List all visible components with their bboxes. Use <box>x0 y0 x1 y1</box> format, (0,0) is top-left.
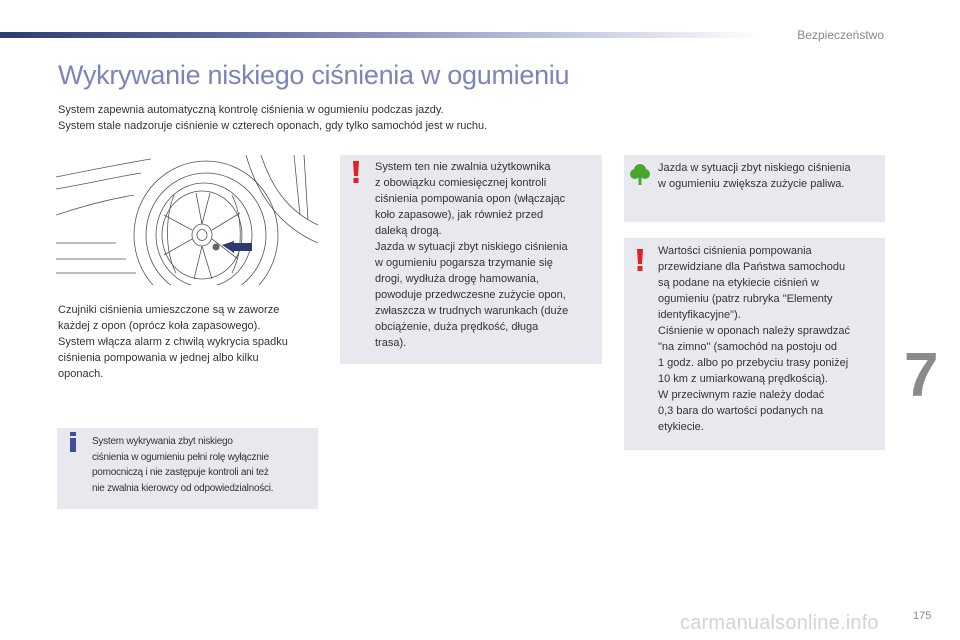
sensor-description <box>58 302 318 382</box>
warning-line: W przeciwnym razie należy dodać <box>658 389 825 401</box>
warning-line: są podane na etykiecie ciśnień w <box>658 277 819 289</box>
sensor-line: System włącza alarm z chwilą wykrycia spadku <box>58 336 288 348</box>
eco-note-text <box>658 160 880 192</box>
tree-icon <box>630 163 650 185</box>
section-title: Bezpieczeństwo <box>797 28 884 42</box>
warning-line: ciśnienia pompowania opon (włączając <box>375 193 566 205</box>
wheel-illustration <box>56 155 318 285</box>
page-number: 175 <box>913 610 932 622</box>
warning-box-monthly-check <box>340 155 602 364</box>
warning-line: drogi, wydłuża drogę hamowania, <box>375 273 539 285</box>
exclamation-icon <box>636 249 644 271</box>
warning-line: 1 godz. albo po przebyciu trasy poniżej <box>658 357 849 369</box>
watermark: carmanualsonline.info <box>680 612 879 634</box>
warning-line: daleką drogą. <box>375 225 442 237</box>
warning-line: 10 km z umiarkowaną prędkością). <box>658 373 828 385</box>
warning-text <box>658 243 880 435</box>
exclamation-icon <box>352 161 360 183</box>
sensor-line: każdej z opon (oprócz koła zapasowego). <box>58 320 261 332</box>
warning-line: w ogumieniu pogarsza trzymanie się <box>375 257 553 269</box>
warning-line: Wartości ciśnienia pompowania <box>658 245 812 257</box>
info-line: ciśnienia w ogumieniu pełni rolę wyłącznie <box>92 451 269 463</box>
warning-line: z obowiązku comiesięcznej kontroli <box>375 177 547 189</box>
warning-line: zwłaszcza w trudnych warunkach (duże <box>375 305 569 317</box>
warning-line: System ten nie zwalnia użytkownika <box>375 161 551 173</box>
info-line: pomocniczą i nie zastępuje kontroli ani też <box>92 467 269 478</box>
chapter-number: 7 <box>904 341 939 410</box>
warning-line: przewidziane dla Państwa samochodu <box>658 261 846 273</box>
info-note-text <box>92 434 314 496</box>
intro-line: System zapewnia automatyczną kontrolę ciśnienia w ogumieniu podczas jazdy. <box>58 104 444 116</box>
warning-line: koło zapasowe), jak również przed <box>375 209 544 221</box>
warning-line: 0,3 bara do wartości podanych na <box>658 405 824 417</box>
warning-line: trasa). <box>375 337 407 349</box>
warning-line: Jazda w sytuacji zbyt niskiego ciśnienia <box>375 241 568 253</box>
info-line: System wykrywania zbyt niskiego <box>92 436 233 447</box>
warning-line: obciążenie, duża prędkość, długa <box>375 321 539 333</box>
info-note-box <box>57 428 318 509</box>
sensor-line: oponach. <box>58 368 104 380</box>
warning-line: Ciśnienie w oponach należy sprawdzać <box>658 325 850 337</box>
warning-line: "na zimno" (samochód na postoju od <box>658 341 838 353</box>
intro-text <box>58 102 487 134</box>
sensor-line: Czujniki ciśnienia umieszczone są w zaworze <box>58 304 280 316</box>
warning-text <box>375 159 597 351</box>
warning-box-pressure-values <box>624 238 885 450</box>
warning-line: ogumieniu (patrz rubryka "Elementy <box>658 293 833 305</box>
eco-note-box <box>624 155 885 222</box>
sensor-line: ciśnienia pompowania w jednej albo kilku <box>58 352 259 364</box>
warning-line: identyfikacyjne"). <box>658 309 741 321</box>
info-line: nie zwalnia kierowcy od odpowiedzialności. <box>92 482 274 494</box>
header-bar <box>0 32 760 38</box>
warning-line: etykiecie. <box>658 421 704 433</box>
intro-line: System stale nadzoruje ciśnienie w czterech oponach, gdy tylko samochód jest w ruchu. <box>58 120 488 132</box>
eco-line: w ogumieniu zwiększa zużycie paliwa. <box>658 178 845 190</box>
info-icon <box>69 432 77 452</box>
page-title: Wykrywanie niskiego ciśnienia w ogumieniu <box>58 60 570 90</box>
warning-line: powoduje przedwczesne zużycie opon, <box>375 289 566 301</box>
eco-line: Jazda w sytuacji zbyt niskiego ciśnienia <box>658 162 851 174</box>
